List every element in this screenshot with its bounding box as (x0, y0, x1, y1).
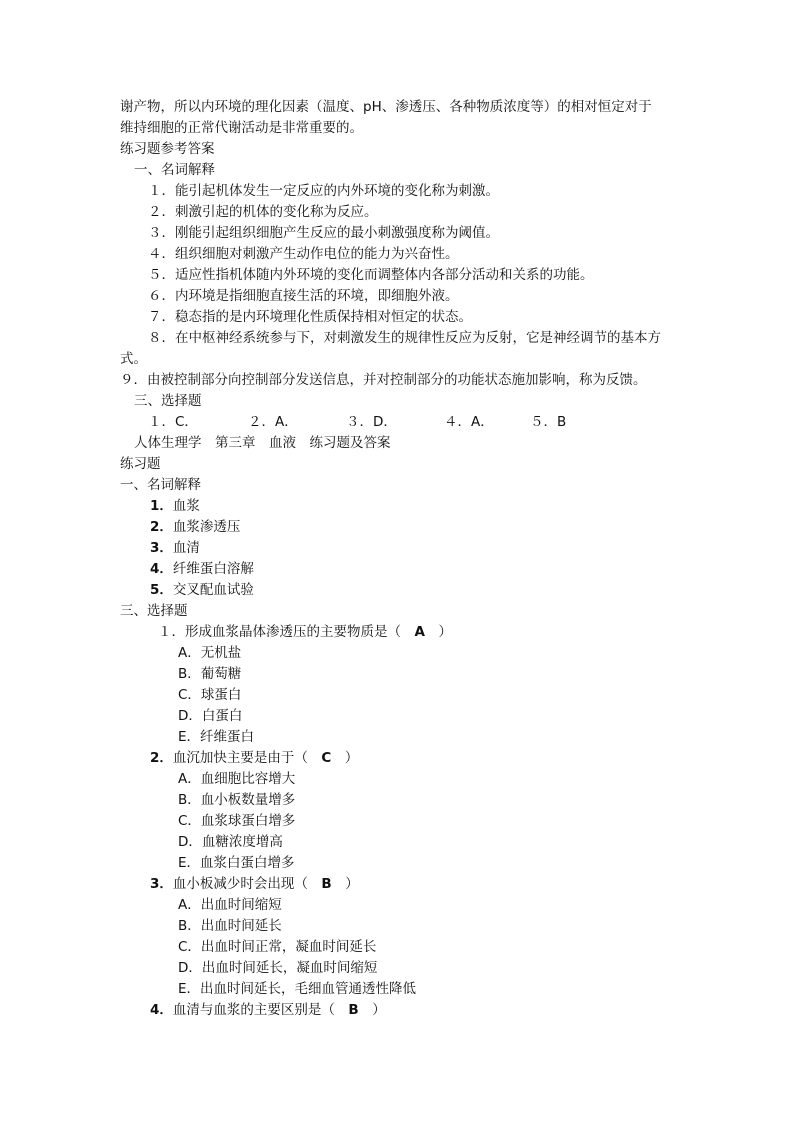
answer-item-9: ９．由被控制部分向控制部分发送信息，并对控制部分的功能状态施加影响，称为反馈。 (120, 372, 647, 388)
term-item-3 (150, 539, 200, 557)
term-number: 2． (150, 519, 173, 535)
question-answer: B (321, 876, 332, 892)
question-stem-text: 血小板减少时会出现（ (172, 876, 322, 892)
term-item-2 (150, 518, 240, 536)
chapter-title: 人体生理学 第三章 血液 练习题及答案 (134, 435, 391, 451)
choice-answer-3: ３．D． (346, 414, 397, 430)
answer-item-4: ４．组织细胞对刺激产生动作电位的能力为兴奋性。 (148, 246, 459, 262)
answer-item-3: ３．刚能引起组织细胞产生反应的最小刺激强度称为阈值。 (148, 225, 499, 241)
answer-item-1: １．能引起机体发生一定反应的内外环境的变化称为刺激。 (148, 183, 499, 199)
term-text: 血浆渗透压 (172, 519, 241, 535)
intro-line-2: 维持细胞的正常代谢活动是非常重要的。 (120, 120, 363, 136)
question-close: ） (331, 876, 359, 892)
question-2-stem (150, 749, 358, 767)
question-3-option-c: C．出血时间正常，凝血时间延长 (178, 939, 377, 955)
term-item-1 (150, 497, 200, 515)
question-1-option-d: D．白蛋白 (178, 708, 243, 724)
question-2-option-d: D．血糖浓度增高 (178, 834, 283, 850)
question-2-option-b: B．血小板数量增多 (178, 792, 296, 808)
answers-title: 练习题参考答案 (120, 141, 215, 157)
term-text: 血清 (172, 540, 200, 556)
question-answer: B (348, 1002, 359, 1018)
choice-answer-1: １．C． (148, 414, 198, 430)
section1-heading: 一、名词解释 (134, 162, 215, 178)
question-1-option-c: C．球蛋白 (178, 687, 242, 703)
question-number: 2． (150, 750, 173, 766)
term-item-5 (150, 581, 254, 599)
choice-heading: 三、选择题 (120, 603, 188, 619)
question-4-stem (150, 1001, 386, 1019)
question-2-option-a: A．血细胞比容增大 (178, 771, 296, 787)
question-stem-text: 血沉加快主要是由于（ (172, 750, 322, 766)
question-3-option-b: B．出血时间延长 (178, 918, 282, 934)
question-answer: C (321, 750, 332, 766)
question-stem-text: １．形成血浆晶体渗透压的主要物质是（ (158, 624, 415, 640)
term-text: 交叉配血试验 (172, 582, 254, 598)
question-2-option-e: E．血浆白蛋白增多 (178, 855, 295, 871)
question-close: ） (424, 624, 452, 640)
term-item-4 (150, 560, 254, 578)
terms-heading: 一、名词解释 (120, 477, 201, 493)
section2-heading: 三、选择题 (134, 393, 202, 409)
question-1-option-a: A．无机盐 (178, 645, 242, 661)
question-3-option-d: D．出血时间延长，凝血时间缩短 (178, 960, 378, 976)
question-2-option-c: C．血浆球蛋白增多 (178, 813, 296, 829)
choice-answer-4: ４．A． (444, 414, 494, 430)
answer-item-6: ６．内环境是指细胞直接生活的环境，即细胞外液。 (148, 288, 459, 304)
choice-answer-2: ２．A． (248, 414, 298, 430)
term-number: 5． (150, 582, 173, 598)
answer-item-2: ２．刺激引起的机体的变化称为反应。 (148, 204, 378, 220)
question-number: 3． (150, 876, 173, 892)
answer-item-5: ５．适应性指机体随内外环境的变化而调整体内各部分活动和关系的功能。 (148, 267, 594, 283)
term-number: 1． (150, 498, 173, 514)
question-3-stem (150, 875, 359, 893)
question-number: 4． (150, 1002, 173, 1018)
answer-item-7: ７．稳态指的是内环境理化性质保持相对恒定的状态。 (148, 309, 472, 325)
answer-item-8-cont: 式。 (120, 351, 147, 367)
term-text: 纤维蛋白溶解 (172, 561, 254, 577)
question-3-option-a: A．出血时间缩短 (178, 897, 282, 913)
question-1-stem (158, 623, 452, 641)
question-stem-text: 血清与血浆的主要区别是（ (172, 1002, 349, 1018)
term-number: 3． (150, 540, 173, 556)
choice-answer-5: ５．B (530, 414, 567, 430)
question-close: ） (331, 750, 359, 766)
term-text: 血浆 (172, 498, 200, 514)
question-answer: A (414, 624, 425, 640)
intro-line-1: 谢产物，所以内环境的理化因素（温度、pH、渗透压、各种物质浓度等）的相对恒定对于 (120, 99, 652, 115)
question-3-option-e: E．出血时间延长，毛细血管通透性降低 (178, 981, 417, 997)
question-1-option-e: E．纤维蛋白 (178, 729, 255, 745)
answer-item-8: ８．在中枢神经系统参与下，对刺激发生的规律性反应为反射，它是神经调节的基本方 (148, 330, 661, 346)
term-number: 4． (150, 561, 173, 577)
question-close: ） (358, 1002, 386, 1018)
exercise-title: 练习题 (120, 456, 161, 472)
question-1-option-b: B．葡萄糖 (178, 666, 242, 682)
choice-answers-row (148, 413, 566, 431)
